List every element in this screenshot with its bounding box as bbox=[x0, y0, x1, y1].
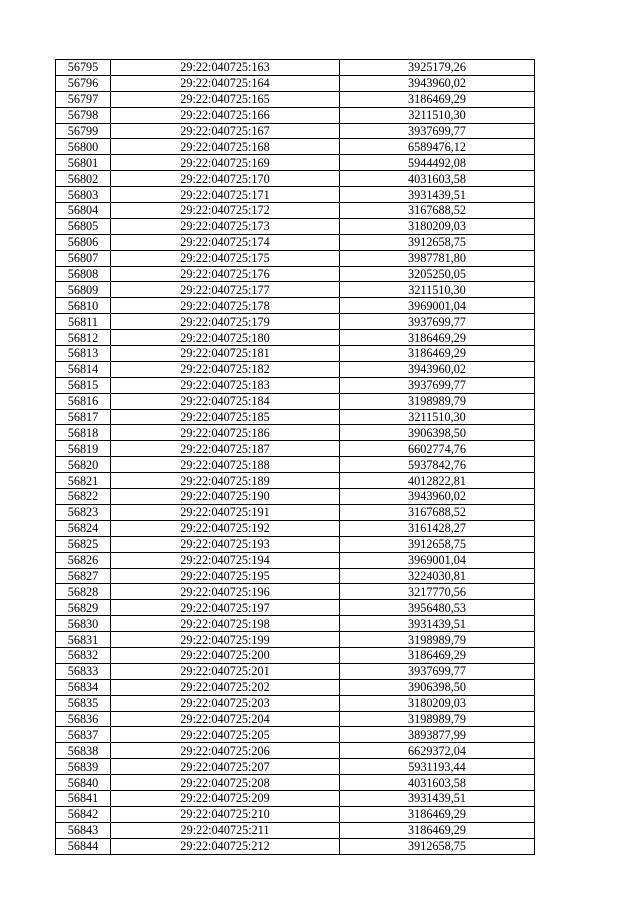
cadastral-value-cell: 3224030,81 bbox=[340, 568, 535, 584]
cadastral-number-cell: 29:22:040725:206 bbox=[111, 743, 340, 759]
cadastral-value-cell: 3180209,03 bbox=[340, 218, 535, 234]
cadastral-value-cell: 3186469,29 bbox=[340, 822, 535, 838]
table-row bbox=[56, 695, 535, 711]
row-number-cell: 56823 bbox=[56, 504, 111, 520]
table-row bbox=[56, 457, 535, 473]
row-number-cell: 56827 bbox=[56, 568, 111, 584]
row-number-cell: 56795 bbox=[56, 60, 111, 76]
cadastral-number-cell: 29:22:040725:169 bbox=[111, 155, 340, 171]
row-number-cell: 56820 bbox=[56, 457, 111, 473]
table-row bbox=[56, 107, 535, 123]
table-row bbox=[56, 759, 535, 775]
cadastral-value-cell: 3180209,03 bbox=[340, 695, 535, 711]
table-row bbox=[56, 584, 535, 600]
cadastral-value-cell: 4031603,58 bbox=[340, 171, 535, 187]
cadastral-value-cell: 3956480,53 bbox=[340, 600, 535, 616]
cadastral-value-cell: 5931193,44 bbox=[340, 759, 535, 775]
row-number-cell: 56815 bbox=[56, 377, 111, 393]
row-number-cell: 56806 bbox=[56, 234, 111, 250]
cadastral-number-cell: 29:22:040725:189 bbox=[111, 473, 340, 489]
row-number-cell: 56818 bbox=[56, 425, 111, 441]
row-number-cell: 56824 bbox=[56, 520, 111, 536]
table-row bbox=[56, 393, 535, 409]
cadastral-value-cell: 3943960,02 bbox=[340, 489, 535, 505]
cadastral-value-cell: 6629372,04 bbox=[340, 743, 535, 759]
cadastral-value-cell: 3937699,77 bbox=[340, 377, 535, 393]
table-row bbox=[56, 314, 535, 330]
row-number-cell: 56799 bbox=[56, 123, 111, 139]
table-row bbox=[56, 377, 535, 393]
cadastral-number-cell: 29:22:040725:175 bbox=[111, 250, 340, 266]
table-row bbox=[56, 727, 535, 743]
row-number-cell: 56825 bbox=[56, 536, 111, 552]
table-row bbox=[56, 822, 535, 838]
cadastral-number-cell: 29:22:040725:167 bbox=[111, 123, 340, 139]
table-row bbox=[56, 187, 535, 203]
table-row bbox=[56, 75, 535, 91]
cadastral-value-cell: 3205250,05 bbox=[340, 266, 535, 282]
row-number-cell: 56796 bbox=[56, 75, 111, 91]
row-number-cell: 56804 bbox=[56, 203, 111, 219]
cadastral-number-cell: 29:22:040725:178 bbox=[111, 298, 340, 314]
table-row bbox=[56, 775, 535, 791]
row-number-cell: 56819 bbox=[56, 441, 111, 457]
cadastral-number-cell: 29:22:040725:208 bbox=[111, 775, 340, 791]
cadastral-value-cell: 3937699,77 bbox=[340, 123, 535, 139]
table-row bbox=[56, 489, 535, 505]
cadastral-number-cell: 29:22:040725:192 bbox=[111, 520, 340, 536]
row-number-cell: 56833 bbox=[56, 663, 111, 679]
row-number-cell: 56817 bbox=[56, 409, 111, 425]
cadastral-number-cell: 29:22:040725:209 bbox=[111, 790, 340, 806]
table-row bbox=[56, 520, 535, 536]
row-number-cell: 56826 bbox=[56, 552, 111, 568]
cadastral-value-cell: 5937842,76 bbox=[340, 457, 535, 473]
cadastral-number-cell: 29:22:040725:176 bbox=[111, 266, 340, 282]
cadastral-number-cell: 29:22:040725:179 bbox=[111, 314, 340, 330]
cadastral-number-cell: 29:22:040725:211 bbox=[111, 822, 340, 838]
row-number-cell: 56808 bbox=[56, 266, 111, 282]
cadastral-value-cell: 3931439,51 bbox=[340, 187, 535, 203]
table-row bbox=[56, 425, 535, 441]
table-row bbox=[56, 663, 535, 679]
cadastral-value-cell: 3943960,02 bbox=[340, 361, 535, 377]
table-row bbox=[56, 203, 535, 219]
row-number-cell: 56830 bbox=[56, 616, 111, 632]
cadastral-number-cell: 29:22:040725:210 bbox=[111, 806, 340, 822]
table-row bbox=[56, 123, 535, 139]
row-number-cell: 56835 bbox=[56, 695, 111, 711]
row-number-cell: 56828 bbox=[56, 584, 111, 600]
cadastral-number-cell: 29:22:040725:204 bbox=[111, 711, 340, 727]
cadastral-number-cell: 29:22:040725:203 bbox=[111, 695, 340, 711]
row-number-cell: 56838 bbox=[56, 743, 111, 759]
table-row bbox=[56, 568, 535, 584]
cadastral-value-cell: 6589476,12 bbox=[340, 139, 535, 155]
cadastral-value-table bbox=[55, 59, 535, 855]
cadastral-value-cell: 3912658,75 bbox=[340, 536, 535, 552]
cadastral-number-cell: 29:22:040725:193 bbox=[111, 536, 340, 552]
cadastral-value-cell: 3906398,50 bbox=[340, 425, 535, 441]
cadastral-value-cell: 3912658,75 bbox=[340, 234, 535, 250]
cadastral-value-cell: 3906398,50 bbox=[340, 679, 535, 695]
table-row bbox=[56, 679, 535, 695]
table-row bbox=[56, 139, 535, 155]
cadastral-value-cell: 4031603,58 bbox=[340, 775, 535, 791]
cadastral-number-cell: 29:22:040725:185 bbox=[111, 409, 340, 425]
cadastral-number-cell: 29:22:040725:188 bbox=[111, 457, 340, 473]
cadastral-number-cell: 29:22:040725:182 bbox=[111, 361, 340, 377]
cadastral-number-cell: 29:22:040725:173 bbox=[111, 218, 340, 234]
row-number-cell: 56805 bbox=[56, 218, 111, 234]
cadastral-value-cell: 5944492,08 bbox=[340, 155, 535, 171]
cadastral-number-cell: 29:22:040725:166 bbox=[111, 107, 340, 123]
row-number-cell: 56844 bbox=[56, 838, 111, 854]
cadastral-value-cell: 3167688,52 bbox=[340, 203, 535, 219]
row-number-cell: 56837 bbox=[56, 727, 111, 743]
cadastral-number-cell: 29:22:040725:197 bbox=[111, 600, 340, 616]
cadastral-number-cell: 29:22:040725:164 bbox=[111, 75, 340, 91]
table-row bbox=[56, 600, 535, 616]
cadastral-number-cell: 29:22:040725:174 bbox=[111, 234, 340, 250]
table-row bbox=[56, 743, 535, 759]
row-number-cell: 56811 bbox=[56, 314, 111, 330]
cadastral-value-cell: 3186469,29 bbox=[340, 647, 535, 663]
table-row bbox=[56, 536, 535, 552]
row-number-cell: 56834 bbox=[56, 679, 111, 695]
table-row bbox=[56, 171, 535, 187]
cadastral-value-cell: 3937699,77 bbox=[340, 314, 535, 330]
cadastral-number-cell: 29:22:040725:195 bbox=[111, 568, 340, 584]
cadastral-value-cell: 3987781,80 bbox=[340, 250, 535, 266]
cadastral-number-cell: 29:22:040725:171 bbox=[111, 187, 340, 203]
cadastral-number-cell: 29:22:040725:196 bbox=[111, 584, 340, 600]
row-number-cell: 56829 bbox=[56, 600, 111, 616]
table-row bbox=[56, 91, 535, 107]
row-number-cell: 56810 bbox=[56, 298, 111, 314]
cadastral-value-cell: 3217770,56 bbox=[340, 584, 535, 600]
row-number-cell: 56843 bbox=[56, 822, 111, 838]
row-number-cell: 56831 bbox=[56, 632, 111, 648]
cadastral-number-cell: 29:22:040725:212 bbox=[111, 838, 340, 854]
row-number-cell: 56836 bbox=[56, 711, 111, 727]
row-number-cell: 56816 bbox=[56, 393, 111, 409]
row-number-cell: 56842 bbox=[56, 806, 111, 822]
cadastral-value-cell: 3969001,04 bbox=[340, 552, 535, 568]
cadastral-number-cell: 29:22:040725:180 bbox=[111, 330, 340, 346]
cadastral-value-cell: 3931439,51 bbox=[340, 790, 535, 806]
cadastral-value-cell: 3198989,79 bbox=[340, 393, 535, 409]
row-number-cell: 56813 bbox=[56, 346, 111, 362]
row-number-cell: 56801 bbox=[56, 155, 111, 171]
cadastral-value-cell: 3186469,29 bbox=[340, 806, 535, 822]
cadastral-value-cell: 6602774,76 bbox=[340, 441, 535, 457]
cadastral-number-cell: 29:22:040725:198 bbox=[111, 616, 340, 632]
row-number-cell: 56812 bbox=[56, 330, 111, 346]
cadastral-value-cell: 3912658,75 bbox=[340, 838, 535, 854]
row-number-cell: 56841 bbox=[56, 790, 111, 806]
cadastral-value-cell: 3937699,77 bbox=[340, 663, 535, 679]
cadastral-value-cell: 3931439,51 bbox=[340, 616, 535, 632]
row-number-cell: 56802 bbox=[56, 171, 111, 187]
cadastral-number-cell: 29:22:040725:184 bbox=[111, 393, 340, 409]
table-row bbox=[56, 330, 535, 346]
cadastral-value-cell: 3211510,30 bbox=[340, 107, 535, 123]
row-number-cell: 56800 bbox=[56, 139, 111, 155]
table-row bbox=[56, 504, 535, 520]
row-number-cell: 56814 bbox=[56, 361, 111, 377]
cadastral-number-cell: 29:22:040725:186 bbox=[111, 425, 340, 441]
cadastral-value-cell: 3186469,29 bbox=[340, 330, 535, 346]
row-number-cell: 56821 bbox=[56, 473, 111, 489]
cadastral-value-cell: 3198989,79 bbox=[340, 711, 535, 727]
row-number-cell: 56822 bbox=[56, 489, 111, 505]
table-row bbox=[56, 250, 535, 266]
cadastral-number-cell: 29:22:040725:172 bbox=[111, 203, 340, 219]
cadastral-value-cell: 3969001,04 bbox=[340, 298, 535, 314]
table-row bbox=[56, 790, 535, 806]
cadastral-number-cell: 29:22:040725:199 bbox=[111, 632, 340, 648]
row-number-cell: 56840 bbox=[56, 775, 111, 791]
cadastral-number-cell: 29:22:040725:168 bbox=[111, 139, 340, 155]
table-row bbox=[56, 441, 535, 457]
cadastral-number-cell: 29:22:040725:205 bbox=[111, 727, 340, 743]
cadastral-value-cell: 3161428,27 bbox=[340, 520, 535, 536]
cadastral-value-cell: 3211510,30 bbox=[340, 282, 535, 298]
cadastral-value-cell: 3198989,79 bbox=[340, 632, 535, 648]
cadastral-number-cell: 29:22:040725:170 bbox=[111, 171, 340, 187]
table-row bbox=[56, 647, 535, 663]
table-row bbox=[56, 298, 535, 314]
table-row bbox=[56, 552, 535, 568]
table-row bbox=[56, 473, 535, 489]
table-row bbox=[56, 616, 535, 632]
table-row bbox=[56, 361, 535, 377]
table-row bbox=[56, 60, 535, 76]
cadastral-number-cell: 29:22:040725:200 bbox=[111, 647, 340, 663]
row-number-cell: 56798 bbox=[56, 107, 111, 123]
cadastral-value-cell: 3893877,99 bbox=[340, 727, 535, 743]
table-row bbox=[56, 838, 535, 854]
row-number-cell: 56803 bbox=[56, 187, 111, 203]
cadastral-number-cell: 29:22:040725:163 bbox=[111, 60, 340, 76]
table-row bbox=[56, 218, 535, 234]
cadastral-number-cell: 29:22:040725:202 bbox=[111, 679, 340, 695]
cadastral-value-cell: 4012822,81 bbox=[340, 473, 535, 489]
row-number-cell: 56839 bbox=[56, 759, 111, 775]
cadastral-number-cell: 29:22:040725:191 bbox=[111, 504, 340, 520]
cadastral-number-cell: 29:22:040725:194 bbox=[111, 552, 340, 568]
cadastral-number-cell: 29:22:040725:187 bbox=[111, 441, 340, 457]
cadastral-value-cell: 3943960,02 bbox=[340, 75, 535, 91]
table-row bbox=[56, 806, 535, 822]
table-row bbox=[56, 282, 535, 298]
cadastral-number-cell: 29:22:040725:181 bbox=[111, 346, 340, 362]
table-row bbox=[56, 266, 535, 282]
cadastral-number-cell: 29:22:040725:165 bbox=[111, 91, 340, 107]
cadastral-value-cell: 3925179,26 bbox=[340, 60, 535, 76]
table-row bbox=[56, 409, 535, 425]
table-row bbox=[56, 155, 535, 171]
cadastral-number-cell: 29:22:040725:177 bbox=[111, 282, 340, 298]
table-row bbox=[56, 234, 535, 250]
table-row bbox=[56, 711, 535, 727]
row-number-cell: 56807 bbox=[56, 250, 111, 266]
table-body bbox=[56, 60, 535, 855]
cadastral-number-cell: 29:22:040725:201 bbox=[111, 663, 340, 679]
cadastral-value-cell: 3211510,30 bbox=[340, 409, 535, 425]
table-row bbox=[56, 632, 535, 648]
cadastral-number-cell: 29:22:040725:190 bbox=[111, 489, 340, 505]
cadastral-value-cell: 3186469,29 bbox=[340, 91, 535, 107]
cadastral-number-cell: 29:22:040725:183 bbox=[111, 377, 340, 393]
cadastral-value-cell: 3186469,29 bbox=[340, 346, 535, 362]
row-number-cell: 56809 bbox=[56, 282, 111, 298]
row-number-cell: 56797 bbox=[56, 91, 111, 107]
table-row bbox=[56, 346, 535, 362]
row-number-cell: 56832 bbox=[56, 647, 111, 663]
cadastral-value-cell: 3167688,52 bbox=[340, 504, 535, 520]
cadastral-number-cell: 29:22:040725:207 bbox=[111, 759, 340, 775]
